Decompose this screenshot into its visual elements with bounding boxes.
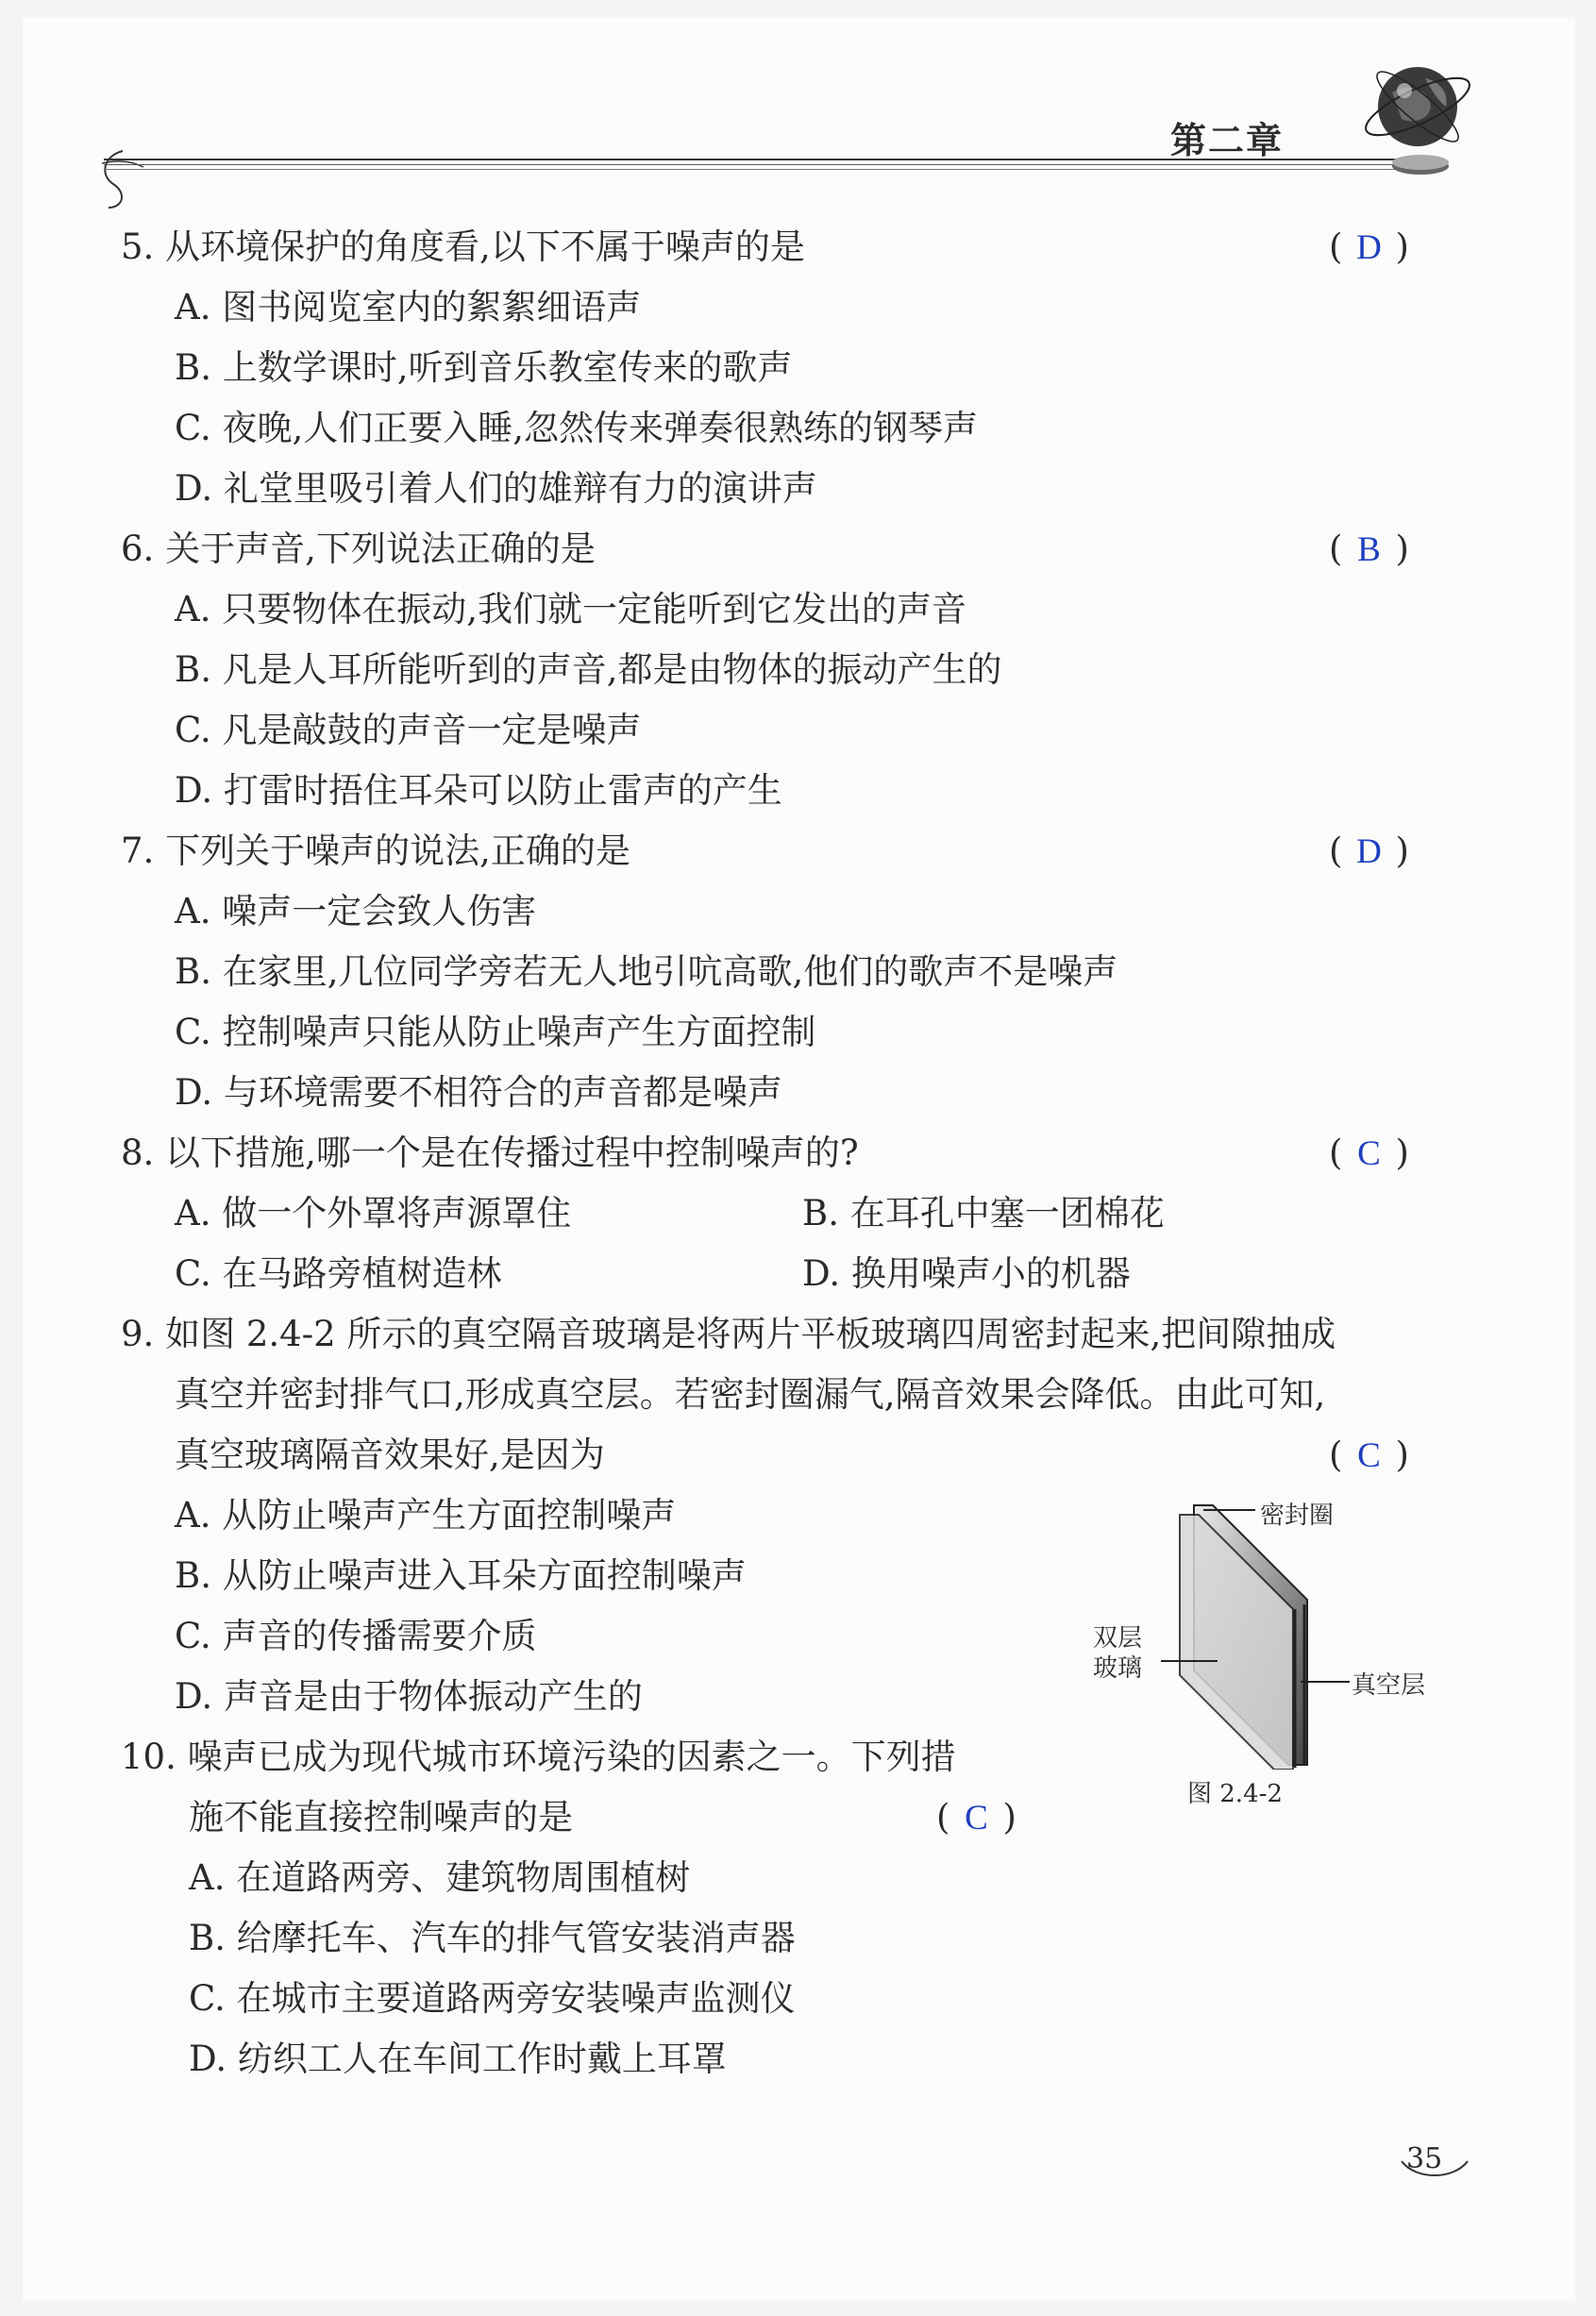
option-8c: C. 在马路旁植树造林	[175, 1253, 502, 1294]
option-7c: C. 控制噪声只能从防止噪声产生方面控制	[175, 1012, 816, 1052]
answer-letter: B	[1357, 530, 1381, 569]
option-8d: D. 换用噪声小的机器	[802, 1253, 1131, 1294]
globe-icon	[1359, 55, 1482, 187]
option-10b: B. 给摩托车、汽车的排气管安装消声器	[189, 1918, 796, 1958]
label-double-glass-2: 玻璃	[1093, 1654, 1143, 1683]
figure-caption: 图 2.4-2	[1187, 1780, 1283, 1808]
option-10c: C. 在城市主要道路两旁安装噪声监测仪	[189, 1978, 796, 2019]
label-seal-ring: 密封圈	[1260, 1502, 1335, 1530]
option-7a: A. 噪声一定会致人伤害	[175, 891, 537, 931]
option-9c: C. 声音的传播需要介质	[175, 1616, 537, 1656]
option-6c: C. 凡是敲鼓的声音一定是噪声	[175, 710, 642, 750]
option-5c: C. 夜晚,人们正要入睡,忽然传来弹奏很熟练的钢琴声	[175, 408, 979, 448]
question-10-stem-line1: 10. 噪声已成为现代城市环境污染的因素之一。下列措	[121, 1737, 956, 1777]
option-6d: D. 打雷时捂住耳朵可以防止雷声的产生	[175, 770, 782, 811]
page-number: 35	[1406, 2142, 1443, 2175]
label-double-glass-1: 双层	[1093, 1624, 1143, 1653]
label-vacuum-layer: 真空层	[1352, 1671, 1426, 1700]
question-9-stem-line3: 真空玻璃隔音效果好,是因为	[175, 1435, 605, 1475]
page-number-arc-icon	[1397, 2157, 1472, 2185]
option-7d: D. 与环境需要不相符合的声音都是噪声	[175, 1072, 782, 1113]
answer-letter: C	[1357, 1436, 1381, 1475]
question-8-stem: 8. 以下措施,哪一个是在传播过程中控制噪声的?	[121, 1133, 859, 1173]
question-7-answer: ( D )	[1329, 829, 1409, 875]
question-7-stem: 7. 下列关于噪声的说法,正确的是	[121, 831, 630, 871]
option-9b: B. 从防止噪声进入耳朵方面控制噪声	[175, 1555, 747, 1596]
option-10a: A. 在道路两旁、建筑物周围植树	[189, 1857, 691, 1898]
option-8a: A. 做一个外罩将声源罩住	[175, 1193, 572, 1234]
option-6a: A. 只要物体在振动,我们就一定能听到它发出的声音	[175, 589, 967, 629]
option-9d: D. 声音是由于物体振动产生的	[175, 1676, 643, 1717]
option-5a: A. 图书阅览室内的絮絮细语声	[175, 287, 642, 327]
question-6-stem: 6. 关于声音,下列说法正确的是	[121, 529, 596, 569]
option-10d: D. 纺织工人在车间工作时戴上耳罩	[189, 2039, 727, 2079]
question-9-answer: ( C )	[1329, 1433, 1409, 1479]
question-9-stem-line2: 真空并密封排气口,形成真空层。若密封圈漏气,隔音效果会降低。由此可知,	[175, 1374, 1326, 1415]
question-9-stem-line1: 9. 如图 2.4-2 所示的真空隔音玻璃是将两片平板玻璃四周密封起来,把间隙抽成	[121, 1314, 1336, 1354]
answer-letter: D	[1356, 228, 1382, 267]
answer-letter: D	[1356, 832, 1382, 871]
chapter-title: 第二章	[1170, 119, 1285, 161]
question-5-answer: ( D )	[1329, 225, 1409, 271]
vacuum-glass-figure	[1085, 1496, 1482, 1770]
option-9a: A. 从防止噪声产生方面控制噪声	[175, 1495, 677, 1536]
question-8-answer: ( C )	[1329, 1131, 1409, 1177]
question-10-answer: ( C )	[936, 1795, 1016, 1841]
answer-letter: C	[965, 1799, 988, 1838]
option-6b: B. 凡是人耳所能听到的声音,都是由物体的振动产生的	[175, 649, 1002, 690]
option-5d: D. 礼堂里吸引着人们的雄辩有力的演讲声	[175, 468, 817, 509]
option-8b: B. 在耳孔中塞一团棉花	[802, 1193, 1165, 1234]
answer-letter: C	[1357, 1134, 1381, 1173]
decorative-swirl-icon	[94, 146, 151, 212]
question-10-stem-line2: 施不能直接控制噪声的是	[189, 1797, 573, 1838]
question-6-answer: ( B )	[1329, 527, 1409, 573]
option-5b: B. 上数学课时,听到音乐教室传来的歌声	[175, 347, 793, 388]
question-5-stem: 5. 从环境保护的角度看,以下不属于噪声的是	[121, 227, 805, 267]
option-7b: B. 在家里,几位同学旁若无人地引吭高歌,他们的歌声不是噪声	[175, 951, 1118, 992]
